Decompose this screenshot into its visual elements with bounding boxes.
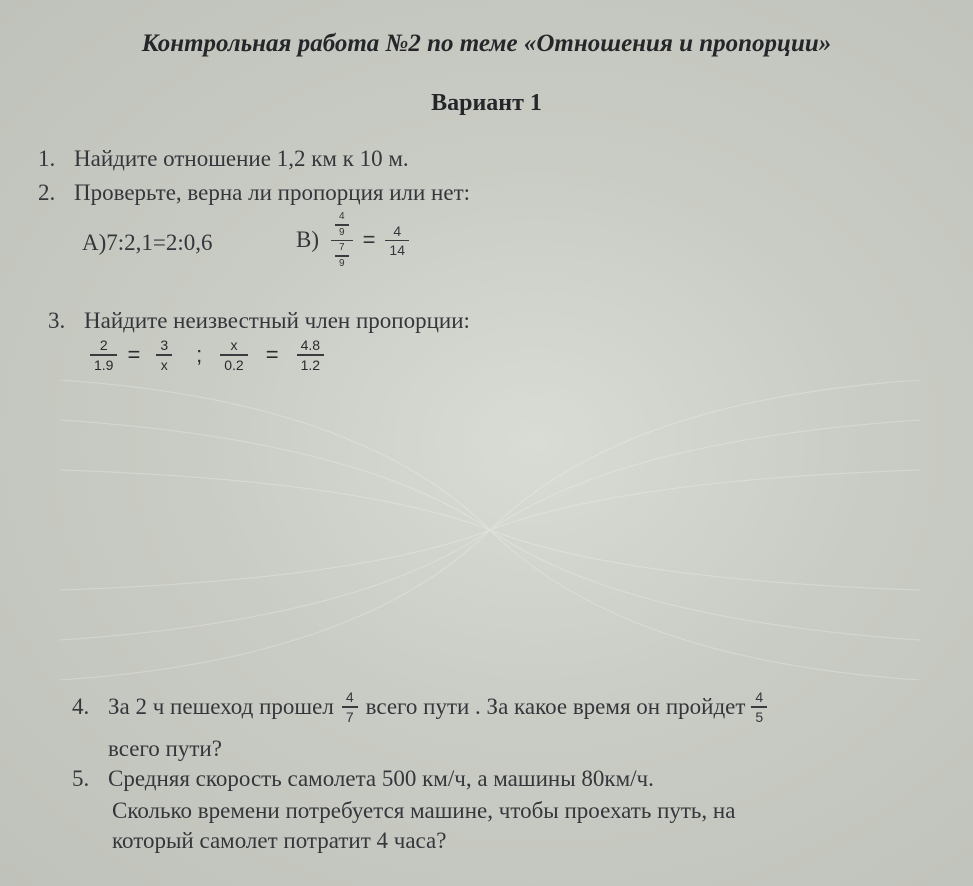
question-text: Найдите отношение 1,2 км к 10 м.: [74, 146, 409, 171]
question-2-option-b: [296, 212, 413, 269]
question-2: [38, 180, 470, 206]
question-text: Средняя скорость самолета 500 км/ч, а машины 80км/ч.: [108, 766, 654, 791]
question-5-line-3: который самолет потратит 4 часа?: [112, 828, 447, 853]
question-number: 4.: [72, 693, 90, 719]
question-1: [38, 146, 409, 172]
fraction: $\frac{3}{x}$: [156, 338, 172, 372]
variant-heading: Вариант 1: [431, 90, 542, 116]
question-number: 3.: [48, 308, 66, 333]
question-number: 1.: [38, 146, 56, 171]
page-title: Контрольная работа №2 по теме «Отношения и пропорции»: [141, 30, 832, 57]
question-3: [48, 308, 470, 334]
equals-sign: =: [127, 341, 141, 367]
compound-fraction: [331, 212, 353, 269]
separator: ;: [196, 341, 203, 367]
option-b-label: В): [296, 227, 319, 253]
question-text: Найдите неизвестный член пропорции:: [84, 308, 470, 333]
question-2-option-a: А)7:2,1=2:0,6: [82, 230, 213, 255]
fraction-numerator: $\frac{4}{9}$: [335, 212, 349, 238]
fraction: $\frac{2}{1.9}$: [90, 338, 117, 372]
fraction-rhs: $\frac{4}{14}$: [385, 224, 409, 258]
question-number: 5.: [72, 766, 90, 791]
question-4-continuation: всего пути?: [108, 736, 222, 761]
fraction: $\frac{4}{5}$: [751, 690, 767, 724]
question-3-proportions: [86, 338, 328, 372]
question-number: 2.: [38, 180, 56, 205]
question-5-line-2: Сколько времени потребуется машине, чтобы проехать путь, на: [112, 798, 736, 823]
fraction: $\frac{4.8}{1.2}$: [297, 338, 324, 372]
fraction: $\frac{x}{0.2}$: [220, 338, 247, 372]
question-4: [72, 690, 773, 724]
equals-sign: =: [362, 227, 376, 253]
question-text: Проверьте, верна ли пропорция или нет:: [74, 180, 471, 205]
question-text: всего пути . За какое время он пройдет: [365, 693, 746, 719]
equals-sign: =: [265, 341, 279, 367]
question-5: [72, 766, 654, 792]
question-text: За 2 ч пешеход прошел: [108, 693, 334, 719]
fraction: $\frac{4}{7}$: [342, 690, 358, 724]
background-moire-pattern: [60, 380, 920, 680]
fraction-denominator: $\frac{7}{9}$: [335, 243, 349, 269]
